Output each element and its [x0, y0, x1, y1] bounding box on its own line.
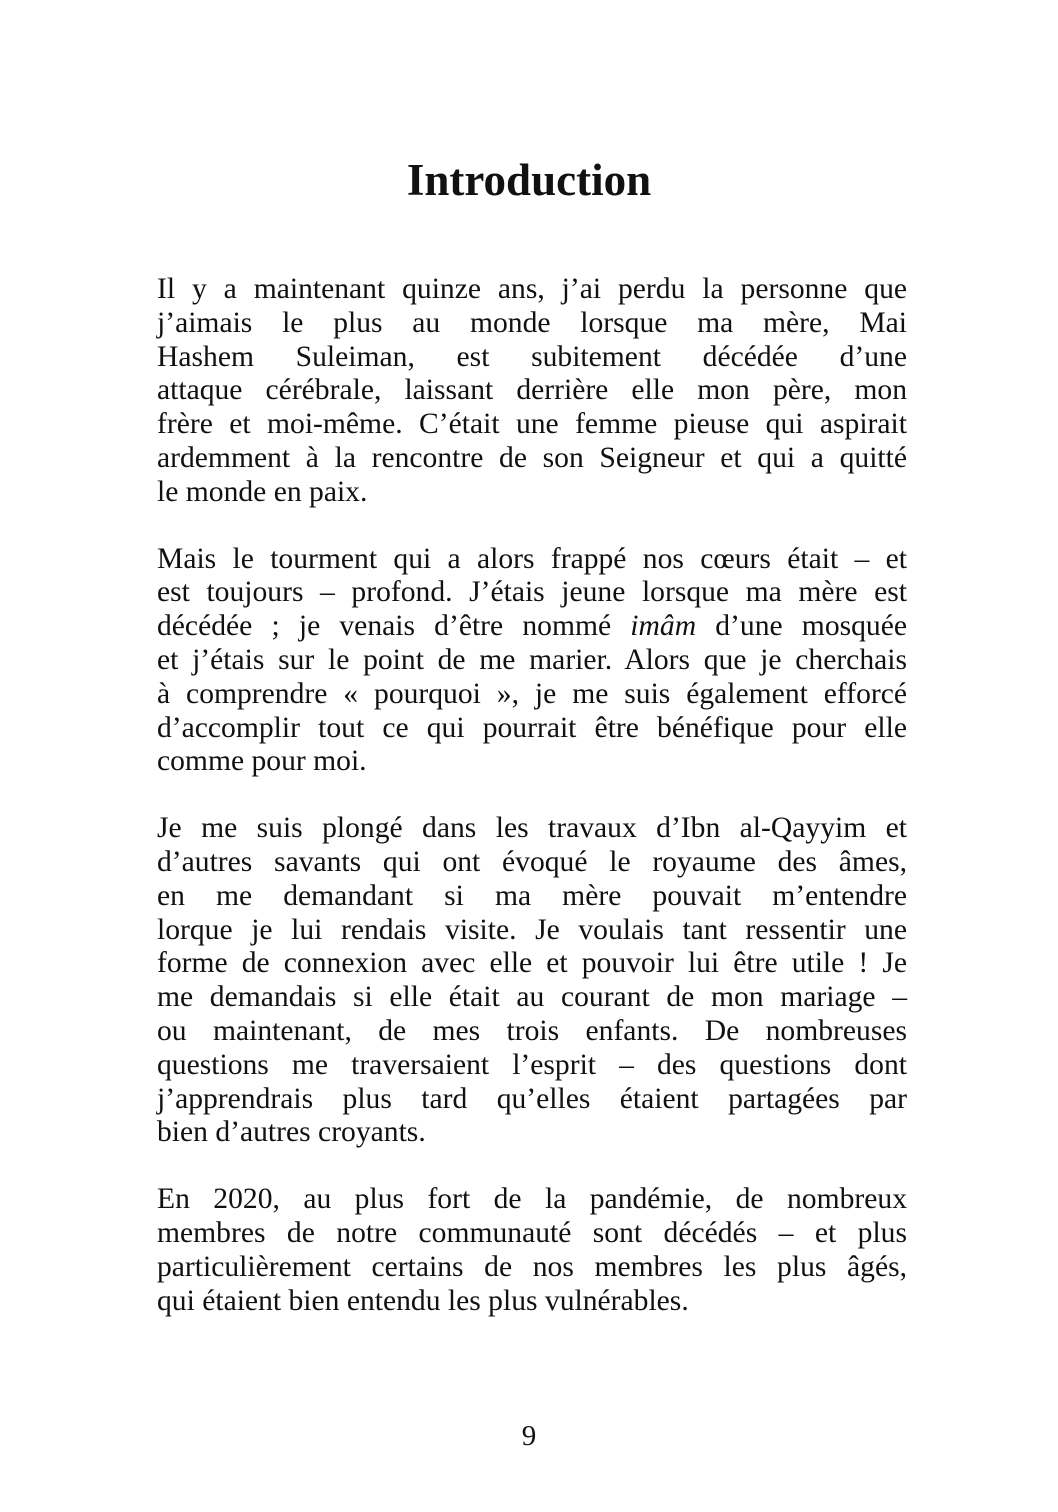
text-line: ardemment à la rencontre de son Seigneur et qui a quitté: [157, 441, 907, 474]
text-line: comme pour moi.: [157, 745, 367, 778]
text-line: Il y a maintenant quinze ans, j’ai perdu la personne que: [157, 273, 907, 305]
paragraph-4: [157, 1183, 907, 1318]
text-line: attaque cérébrale, laissant derrière elle mon père, mon: [157, 374, 907, 407]
text-line: qui étaient bien entendu les plus vulnérables.: [157, 1284, 689, 1317]
paragraph-1: [157, 273, 907, 510]
page-title: Introduction: [406, 155, 652, 205]
text-line: particulièrement certains de nos membres les plus âgés,: [157, 1250, 907, 1283]
text-line: questions me traversaient l’esprit – des questions dont: [157, 1048, 907, 1081]
text-line-with-italic: [157, 610, 907, 644]
text-line: Je me suis plongé dans les travaux d’Ibn al-Qayyim et: [157, 812, 907, 845]
text-segment: d’une mosquée: [696, 610, 907, 643]
text-line: forme de connexion avec elle et pouvoir lui être utile ! Je: [157, 947, 907, 980]
text-line: ou maintenant, de mes trois enfants. De nombreuses: [157, 1014, 907, 1047]
text-line: est toujours – profond. J’étais jeune lorsque ma mère est: [157, 576, 907, 609]
text-line: Hashem Suleiman, est subitement décédée d’une: [157, 340, 907, 373]
text-line: bien d’autres croyants.: [157, 1116, 426, 1149]
text-line: frère et moi-même. C’était une femme pieuse qui aspirait: [157, 408, 907, 441]
text-segment: décédée ; je venais d’être nommé: [157, 610, 631, 643]
paragraph-3: [157, 812, 907, 1150]
text-line: d’accomplir tout ce qui pourrait être bénéfique pour elle: [157, 711, 907, 744]
paragraph-2: [157, 543, 907, 780]
text-line: et j’étais sur le point de me marier. Alors que je cherchais: [157, 643, 907, 676]
text-line: j’apprendrais plus tard qu’elles étaient partagées par: [157, 1082, 907, 1115]
text-line: d’autres savants qui ont évoqué le royaume des âmes,: [157, 845, 907, 878]
text-line: membres de notre communauté sont décédés – et plus: [157, 1216, 907, 1249]
text-line: le monde en paix.: [157, 475, 368, 508]
text-line: lorque je lui rendais visite. Je voulais tant ressentir une: [157, 913, 907, 946]
text-line: j’aimais le plus au monde lorsque ma mère, Mai: [157, 306, 907, 339]
body-text: [157, 273, 907, 1351]
text-line: à comprendre « pourquoi », je me suis également efforcé: [157, 677, 907, 710]
text-line: En 2020, au plus fort de la pandémie, de nombreux: [157, 1183, 907, 1216]
text-line: Mais le tourment qui a alors frappé nos cœurs était – et: [157, 542, 907, 575]
text-line: en me demandant si ma mère pouvait m’entendre: [157, 879, 907, 912]
text-line: me demandais si elle était au courant de mon mariage –: [157, 981, 907, 1014]
italic-term: imâm: [630, 610, 697, 643]
page-number: 9: [521, 1420, 537, 1452]
